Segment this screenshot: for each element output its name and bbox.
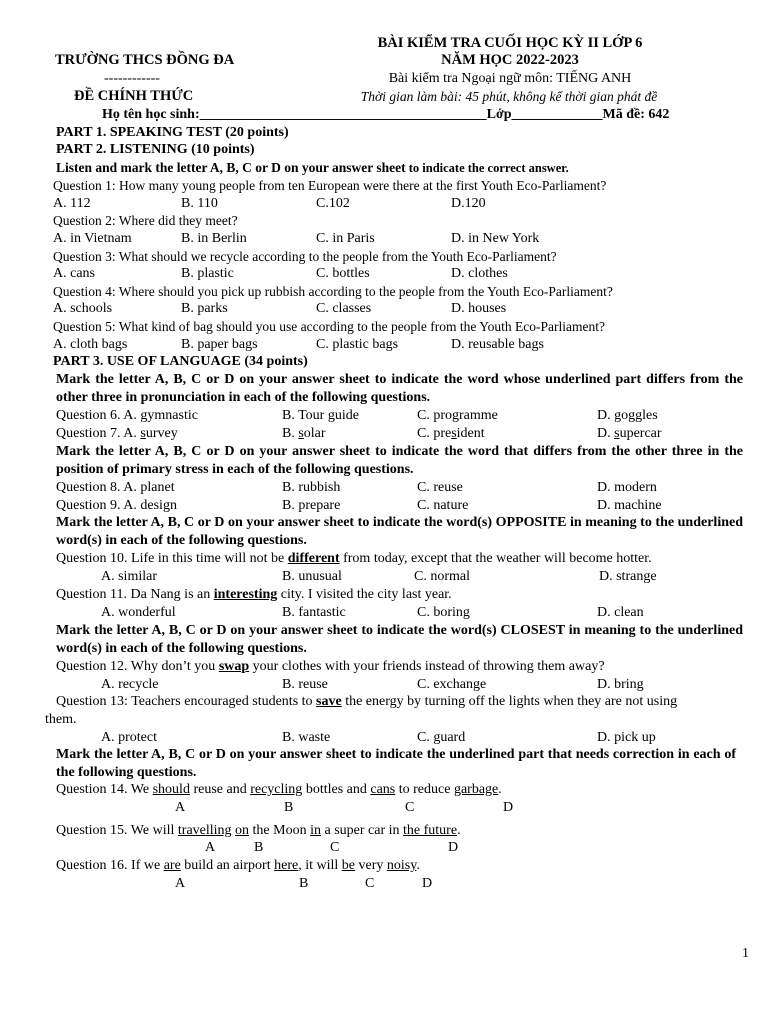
option: B. reuse (282, 677, 328, 692)
option: B. unusual (282, 569, 342, 584)
exam-title: BÀI KIỂM TRA CUỐI HỌC KỲ II LỚP 6 (377, 35, 643, 51)
stress-instruction: Mark the letter A, B, C or D on your answer sheet to indicate the word that differs from the other three in the position of primary stress in each of the following questions. (56, 444, 743, 477)
letter-b: B (299, 876, 309, 891)
option: A. protect (101, 730, 157, 745)
option: Question 9. A. design (56, 498, 177, 513)
school-year: NĂM HỌC 2022-2023 (441, 52, 579, 68)
q7-option-c: C. president (417, 426, 485, 441)
letter-c: C (330, 840, 340, 855)
option: D. strange (599, 569, 657, 584)
option: C. in Paris (316, 231, 375, 246)
q16-part-d: noisy (386, 858, 417, 873)
option: B. plastic (181, 266, 234, 281)
option: B. parks (181, 301, 228, 316)
q6-option-c: C. programme (417, 408, 498, 423)
option: C. reuse (417, 480, 463, 495)
option: B. rubbish (282, 480, 341, 495)
option: D. reusable bags (451, 337, 544, 352)
option: A. cans (53, 266, 95, 281)
q16-letters (0, 875, 768, 892)
letter-b: B (284, 800, 294, 815)
option: D. houses (451, 301, 507, 316)
q7-option-b: B. solar (282, 426, 326, 441)
page-number: 1 (742, 946, 749, 961)
q14-part-d: garbage (453, 782, 499, 797)
option: B. fantastic (282, 605, 346, 620)
option: C. normal (414, 569, 470, 584)
q15-letters (0, 839, 768, 856)
closest-instruction: Mark the letter A, B, C or D on your answer sheet to indicate the word(s) CLOSEST in meaning to the underlined word(s) in each of the following questions. (56, 623, 743, 656)
subject-line: Bài kiểm tra Ngoại ngữ môn: TIẾNG ANH (388, 71, 632, 86)
question-12: Question 12. Why don’t you swap your clothes with your friends instead of throwing them away? (56, 659, 605, 674)
question-2: Question 2: Where did they meet? (53, 213, 238, 228)
q13-continuation: them. (45, 712, 77, 727)
question-10: Question 10. Life in this time will not be different from today, except that the weather will become hotter. (56, 551, 652, 566)
q15-part-c: in (310, 823, 321, 838)
question-15: Question 15. We will travelling on the Moon in a super car in the future. (56, 823, 461, 838)
option: D. clean (597, 605, 644, 620)
letter-d: D (422, 876, 433, 891)
option: A. recycle (101, 677, 159, 692)
option: D. clothes (451, 266, 508, 281)
q14-part-c: cans (370, 782, 396, 797)
q10-key-word: different (287, 551, 340, 566)
letter-d: D (448, 840, 459, 855)
time-line: Thời gian làm bài: 45 phút, không kể thời gian phát đề (360, 89, 658, 104)
option: C. bottles (316, 266, 370, 281)
option: B. waste (282, 730, 331, 745)
letter-a: A (205, 840, 216, 855)
option: B. in Berlin (181, 231, 247, 246)
option: D. bring (597, 677, 644, 692)
option: C. nature (417, 498, 469, 513)
question-4: Question 4: Where should you pick up rubbish according to the people from the Youth Eco-Parliament? (53, 284, 613, 299)
official-label: ĐỀ CHÍNH THỨC (74, 88, 194, 104)
pronunciation-instruction: Mark the letter A, B, C or D on your answer sheet to indicate the word whose underlined part differs from the other three in pronunciation in each of the following questions. (56, 372, 743, 405)
option: A. in Vietnam (53, 231, 132, 246)
option: C. plastic bags (316, 337, 399, 352)
option: A. cloth bags (53, 337, 128, 352)
option: C. guard (417, 730, 466, 745)
q6-option-d: D. goggles (597, 408, 658, 423)
option: D. in New York (451, 231, 540, 246)
option: Question 8. A. planet (56, 480, 175, 495)
letter-c: C (405, 800, 415, 815)
q16-part-c: be (341, 858, 355, 873)
option: C. boring (417, 605, 470, 620)
q14-part-a: should (152, 782, 190, 797)
student-info-line: Họ tên học sinh:_________________________________________Lớp_____________Mã đề: 642 (102, 107, 670, 122)
letter-d: D (503, 800, 514, 815)
option: B. 110 (181, 196, 218, 211)
question-1: Question 1: How many young people from ten European were there at the first Youth Eco-Parliament? (53, 178, 607, 193)
q16-part-b: here (274, 858, 299, 873)
q7-option-a: Question 7. A. survey (56, 426, 178, 441)
option: D. machine (597, 498, 662, 513)
letter-b: B (254, 840, 264, 855)
q15-part-d: the future (403, 823, 458, 838)
q11-key-word: interesting (213, 587, 278, 602)
option: A. wonderful (101, 605, 176, 620)
error-instruction: Mark the letter A, B, C or D on your answer sheet to indicate the underlined part that needs correction in each of the following questions. (56, 747, 736, 780)
q16-part-a: are (163, 858, 181, 873)
q7-option-d: D. supercar (597, 426, 662, 441)
question-16: Question 16. If we are build an airport here, it will be very noisy. (56, 858, 420, 873)
q6-option-a: Question 6. A. gymnastic (56, 408, 198, 423)
part1-heading: PART 1. SPEAKING TEST (20 points) (56, 125, 289, 140)
option: C. exchange (417, 677, 487, 692)
q15-part-b: on (235, 823, 250, 838)
opposite-instruction: Mark the letter A, B, C or D on your answer sheet to indicate the word(s) OPPOSITE in meaning to the underlined word(s) in each of the following questions. (56, 515, 743, 548)
part2-heading: PART 2. LISTENING (10 points) (56, 142, 255, 157)
letter-a: A (175, 876, 186, 891)
part3-heading: PART 3. USE OF LANGUAGE (34 points) (53, 354, 308, 369)
question-5: Question 5: What kind of bag should you use according to the people from the Youth Eco-Parliament? (53, 319, 606, 334)
question-13: Question 13: Teachers encouraged students to save the energy by turning off the lights when they are not using (56, 694, 678, 709)
question-11: Question 11. Da Nang is an interesting city. I visited the city last year. (56, 587, 452, 602)
q13-key-word: save (316, 694, 342, 709)
option: B. paper bags (181, 337, 258, 352)
option: A. schools (53, 301, 113, 316)
option: D. pick up (597, 730, 656, 745)
q15-part-a: travelling (177, 823, 232, 838)
option: C. classes (316, 301, 372, 316)
letter-a: A (175, 800, 186, 815)
q14-part-b: recycling (250, 782, 303, 797)
q6-option-b: B. Tour guide (282, 408, 359, 423)
q12-key-word: swap (218, 659, 250, 674)
option: D. modern (597, 480, 657, 495)
question-3: Question 3: What should we recycle according to the people from the Youth Eco-Parliament? (53, 249, 557, 264)
option: A. 112 (53, 196, 91, 211)
letter-c: C (365, 876, 375, 891)
listening-instruction (56, 159, 569, 177)
divider-dashes: ------------ (104, 71, 160, 86)
listening-instruction-tail: to indicate the correct answer. (405, 161, 569, 175)
option: A. similar (101, 569, 157, 584)
option: B. prepare (282, 498, 341, 513)
listening-instruction-main: Listen and mark the letter A, B, C or D on your answer sheet (56, 160, 406, 175)
option: C.102 (316, 196, 350, 211)
q14-letters (0, 799, 768, 816)
school-name: TRƯỜNG THCS ĐỒNG ĐA (55, 52, 235, 68)
option: D.120 (451, 196, 486, 211)
question-14: Question 14. We should reuse and recycling bottles and cans to reduce garbage. (56, 782, 502, 797)
